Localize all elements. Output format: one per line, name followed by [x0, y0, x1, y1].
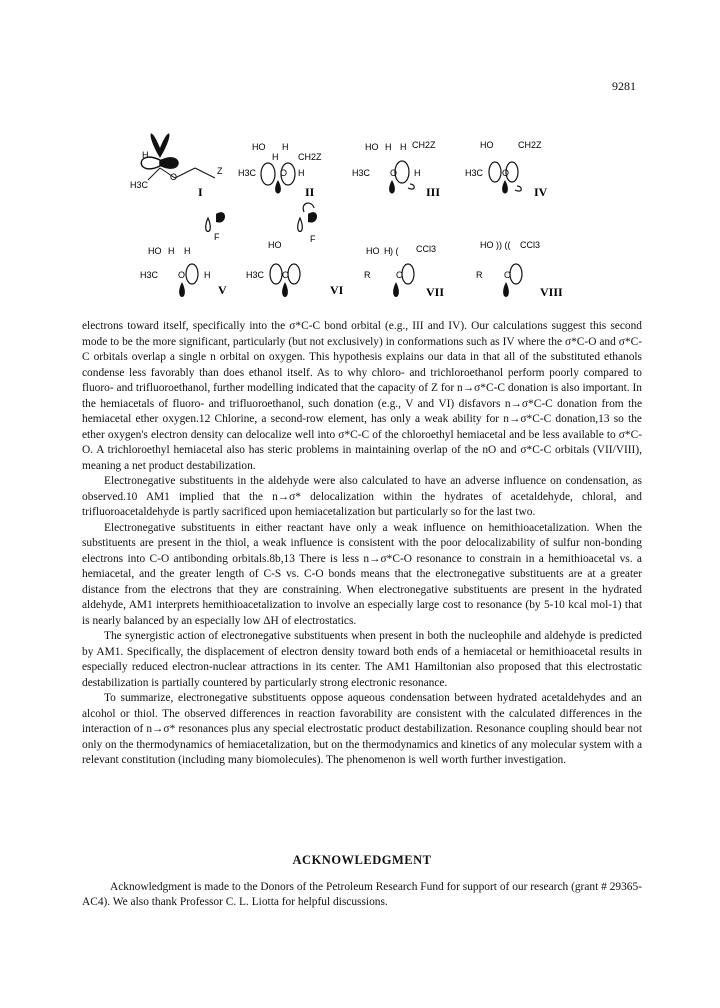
atom-label: O — [282, 270, 290, 280]
atom-label: H — [400, 142, 407, 152]
atom-label: H — [184, 246, 191, 256]
structure-label: VII — [426, 285, 445, 299]
structures-figure — [120, 118, 620, 308]
atom-label: H — [384, 246, 391, 256]
atom-label: H — [272, 152, 279, 162]
atom-label: H — [168, 246, 175, 256]
atom-label: H3C — [238, 168, 257, 178]
structure-label: VI — [330, 283, 344, 297]
atom-label: H — [298, 168, 305, 178]
atom-label: H — [142, 150, 149, 160]
paragraph: electrons toward itself, specifically into the σ*C-C bond orbital (e.g., III and IV). Our calculations suggest this second mode to be the more significant, particularly (but not exclusively) in conformations such as IV where the σ*C-O and σ*C-C orbitals overlap a single n orbital on oxygen. This hypothesis explains our data in that all of the substituted ethanols condense less favorably than does ethanol itself. As to why chloro- and trichloroethanol perform poorly compared to fluoro- and trifluoroethanol, further modelling indicated that the capacity of Z for n→σ*C-C donation is also important. In the hemiacetals of fluoro- and trifluoroethanol, such donation (e.g., V and VI) disfavors n→σ*C-C donation from the hemiacetal ether oxygen.12 Chlorine, a second-row element, has only a weak ability for n→σ*C-C donation,13 so the ether oxygen's electron density can delocalize well into σ*C-C of the chloroethyl hemiacetal and be less available to σ*C-O. A trichloroethyl hemiacetal also has steric problems in maintaining overlap of the nO and σ*C-C orbitals (VII/VIII), meaning a net product destabilization. — [82, 320, 642, 472]
atom-label: O — [178, 270, 186, 280]
atom-label: O — [170, 172, 178, 182]
atom-label: HO — [252, 142, 266, 152]
atom-label: O — [504, 270, 512, 280]
structure-i — [130, 134, 223, 199]
paren-glyph: )) (( — [496, 240, 511, 250]
structures-svg — [120, 118, 620, 308]
atom-label: CH2Z — [518, 140, 542, 150]
paragraph: Electronegative substituents in either reactant have only a weak influence on hemithioacetalization. When the substituents are present in the thiol, a weak influence is consistent with the poor delocalizability of sulfur non-bonding electrons into C-O antibonding orbitals.8b,13 There is less n→σ*C-O resonance to constrain in a hemithioacetal vs. a hemiacetal, and the greater length of C-S vs. C-O bonds means that the electronegative substituents are at a greater distance from the electrons that they are constraining. When electronegative substituents are present in the hydrated aldehyde, AM1 interprets hemithioacetalization to involve an especially large cost to resonance (by 5-10 kcal mol-1) that is nearly balanced by an especially low ΔH of electrostatics. — [82, 521, 642, 627]
body-text — [82, 319, 642, 769]
structure-label: IV — [534, 185, 548, 199]
acknowledgment-text: Acknowledgment is made to the Donors of the Petroleum Research Fund for support of our research (grant # 29365-AC4). We also thank Professor C. L. Liotta for helpful discussions. — [82, 881, 642, 908]
atom-label: H3C — [140, 270, 159, 280]
structure-label: V — [218, 283, 227, 297]
atom-label: H3C — [246, 270, 265, 280]
structure-iv — [465, 140, 548, 199]
atom-label: HO — [480, 240, 494, 250]
atom-label: O — [396, 270, 404, 280]
paren-glyph: ) ( — [390, 246, 399, 256]
paragraph: Electronegative substituents in the aldehyde were also calculated to have an adverse influence on condensation, as observed.10 AM1 implied that the n→σ* delocalization within the hydrates of acetaldehyde, chloral, and trifluoroacetaldehyde is partly sacrificed upon hemiacetalization but particularly so for the last two. — [82, 475, 642, 518]
atom-label: HO — [268, 240, 282, 250]
paragraph: To summarize, electronegative substituents oppose aqueous condensation between hydrated acetaldehydes and an alcohol or thiol. The observed differences in reaction favorability are consistent with the calculated differences in the interaction of n→σ* resonances plus any special electrostatic product destabilization. Resonance coupling should bear not only on the thermodynamics of hemiacetalization, but on the thermodynamics and kinetics of any molecular system with a relevant constitution (including many biomolecules). The phenomenon is well worth further investigation. — [82, 692, 642, 766]
atom-label: CCl3 — [416, 244, 437, 254]
structure-vii — [364, 244, 444, 299]
orbital-lobe — [160, 157, 179, 169]
atom-label: R — [364, 270, 371, 280]
structure-ii — [238, 142, 322, 199]
atom-label: H — [385, 142, 392, 152]
structure-viii — [476, 240, 563, 299]
paragraph: The synergistic action of electronegative substituents when present in both the nucleophile and aldehyde is predicted by AM1. Specifically, the displacement of electron density toward both ends of a hemiacetal or hemithioacetal results in especially reduced electron-nuclear attractions in its center. The AM1 Hamiltonian also proposed that this electrostatic destabilization is partially countered by particularly strong electronic resonance. — [82, 630, 642, 689]
atom-label: HO — [366, 246, 380, 256]
acknowledgment-heading: ACKNOWLEDGMENT — [292, 853, 432, 867]
atom-label: H3C — [352, 168, 371, 178]
atom-label: F — [310, 234, 316, 244]
structure-label: VIII — [540, 285, 563, 299]
atom-label: HO — [365, 142, 379, 152]
atom-label: O — [390, 168, 398, 178]
atom-label: H3C — [465, 168, 484, 178]
page-number: 9281 — [612, 79, 636, 93]
atom-label: O — [502, 168, 510, 178]
structure-label: III — [426, 185, 441, 199]
atom-label: HO — [148, 246, 162, 256]
atom-label: CH2Z — [298, 152, 322, 162]
atom-label: H3C — [130, 180, 149, 190]
structure-iii — [352, 140, 440, 199]
atom-label: H — [282, 142, 289, 152]
structure-v — [140, 212, 227, 297]
atom-label: CCl3 — [520, 240, 541, 250]
structure-label: II — [305, 185, 315, 199]
atom-label: O — [280, 168, 288, 178]
atom-label: R — [476, 270, 483, 280]
atom-label: H — [204, 270, 211, 280]
atom-label: Z — [217, 166, 223, 176]
atom-label: F — [214, 232, 220, 242]
orbital-lobe — [151, 134, 170, 158]
structure-label: I — [198, 185, 203, 199]
structure-vi — [246, 203, 344, 297]
atom-label: CH2Z — [412, 140, 436, 150]
atom-label: H — [414, 168, 421, 178]
atom-label: HO — [480, 140, 494, 150]
